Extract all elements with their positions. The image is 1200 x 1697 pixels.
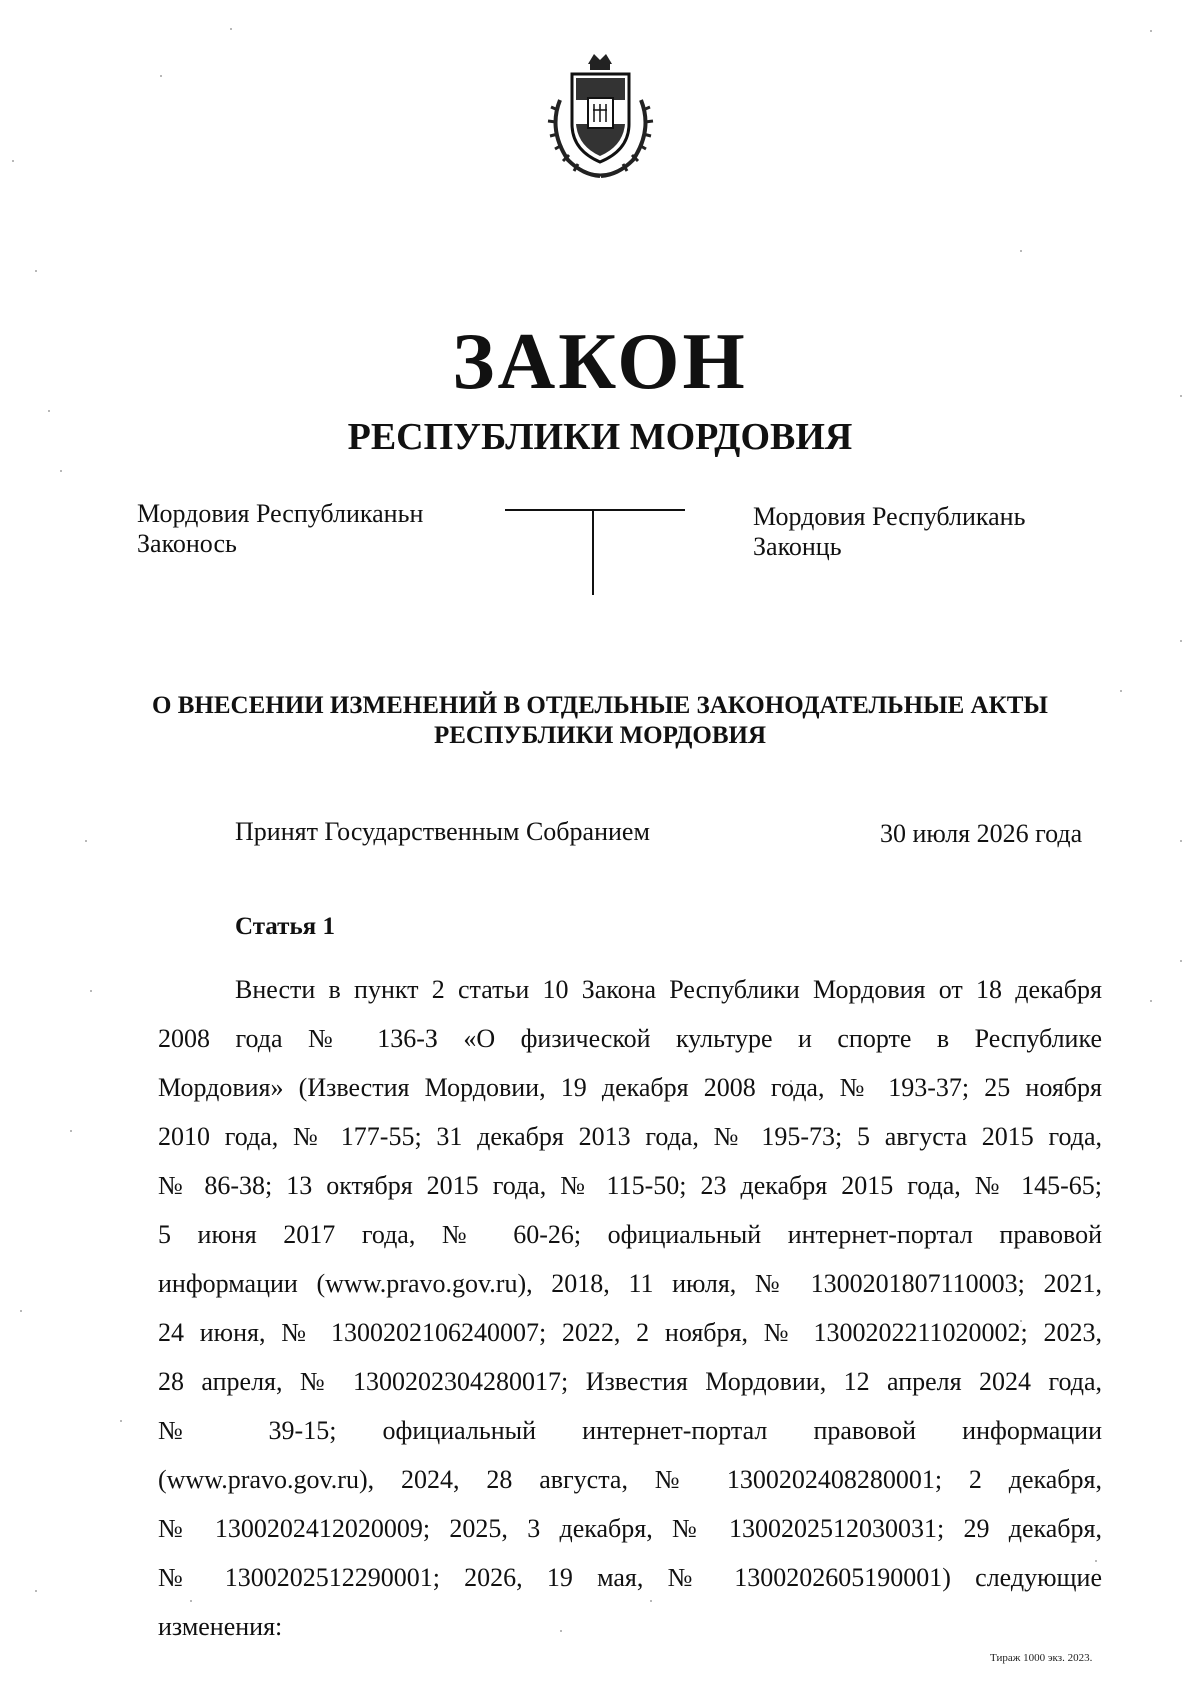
scan-speck [60, 470, 62, 472]
scan-speck [35, 270, 37, 272]
scan-speck [1180, 960, 1182, 962]
coat-of-arms-icon [538, 50, 663, 185]
article-line: № 86-38; 13 октября 2015 года, № 115-50; 23 декабря 2015 года, № 145-65; [158, 1171, 1102, 1200]
article-line: изменения: [158, 1612, 283, 1641]
moksha-left-line: Законось [137, 529, 237, 558]
law-title: ЗАКОН [452, 318, 748, 406]
article-line: 24 июня, № 1300202106240007; 2022, 2 ноября, № 1300202211020002; 2023, [158, 1318, 1102, 1347]
article-line: № 39-15; официальный интернет-портал правовой информации [158, 1416, 1102, 1445]
scan-speck [1150, 30, 1152, 32]
adopted-by-text: Принят Государственным Собранием [235, 817, 650, 846]
moksha-right-line: Мордовия Республикань [753, 502, 1026, 531]
document-heading-line: О ВНЕСЕНИИ ИЗМЕНЕНИЙ В ОТДЕЛЬНЫЕ ЗАКОНОДАТЕЛЬНЫЕ АКТЫ [152, 692, 1048, 719]
article-line: № 1300202512290001; 2026, 19 мая, № 1300202605190001) следующие [158, 1563, 1102, 1592]
scan-speck [90, 990, 92, 992]
adopted-date: 30 июля 2026 года [880, 819, 1083, 848]
scan-speck [1020, 250, 1022, 252]
article-line: 28 апреля, № 1300202304280017; Известия Мордовии, 12 апреля 2024 года, [158, 1367, 1102, 1396]
moksha-caption-left [137, 499, 423, 559]
scan-speck [120, 1420, 122, 1422]
article-line: 2008 года № 136-З «О физической культуре и спорте в Республике [158, 1024, 1102, 1053]
scan-speck [35, 1590, 37, 1592]
article-line: 2010 года, № 177-55; 31 декабря 2013 года, № 195-73; 5 августа 2015 года, [158, 1122, 1102, 1151]
registration-number-line [505, 509, 685, 511]
article-line: Мордовия» (Известия Мордовии, 19 декабря 2008 года, № 193-37; 25 ноября [158, 1073, 1102, 1102]
scan-speck [20, 1310, 22, 1312]
scan-speck [1150, 1000, 1152, 1002]
article-body [158, 965, 1102, 1651]
document-heading [0, 691, 1200, 751]
print-run-note: Тираж 1000 экз. 2023. [990, 1652, 1093, 1664]
article-line: № 1300202412020009; 2025, 3 декабря, № 1300202512030031; 29 декабря, [158, 1514, 1102, 1543]
coat-of-arms-emblem [538, 50, 663, 185]
law-subtitle: РЕСПУБЛИКИ МОРДОВИЯ [347, 416, 853, 458]
scan-speck [12, 160, 14, 162]
scan-speck [70, 1130, 72, 1132]
scan-speck [48, 410, 50, 412]
article-title: Статья 1 [235, 913, 335, 940]
scan-speck [85, 840, 87, 842]
article-line: 5 июня 2017 года, № 60-26; официальный интернет-портал правовой [158, 1220, 1102, 1249]
moksha-right-line: Законць [753, 532, 842, 561]
article-line: информации (www.pravo.gov.ru), 2018, 11 июля, № 1300201807110003; 2021, [158, 1269, 1102, 1298]
article-line: Внести в пункт 2 статьи 10 Закона Республики Мордовия от 18 декабря [235, 975, 1102, 1004]
document-heading-line: РЕСПУБЛИКИ МОРДОВИЯ [433, 722, 767, 749]
scan-speck [1180, 640, 1182, 642]
scan-speck [230, 28, 232, 30]
registration-number-divider [592, 509, 594, 595]
article-line: (www.pravo.gov.ru), 2024, 28 августа, № 1300202408280001; 2 декабря, [158, 1465, 1102, 1494]
scan-speck [1180, 840, 1182, 842]
scan-speck [160, 75, 162, 77]
moksha-caption-right [753, 502, 1025, 562]
moksha-left-line: Мордовия Республиканьн [137, 499, 424, 528]
